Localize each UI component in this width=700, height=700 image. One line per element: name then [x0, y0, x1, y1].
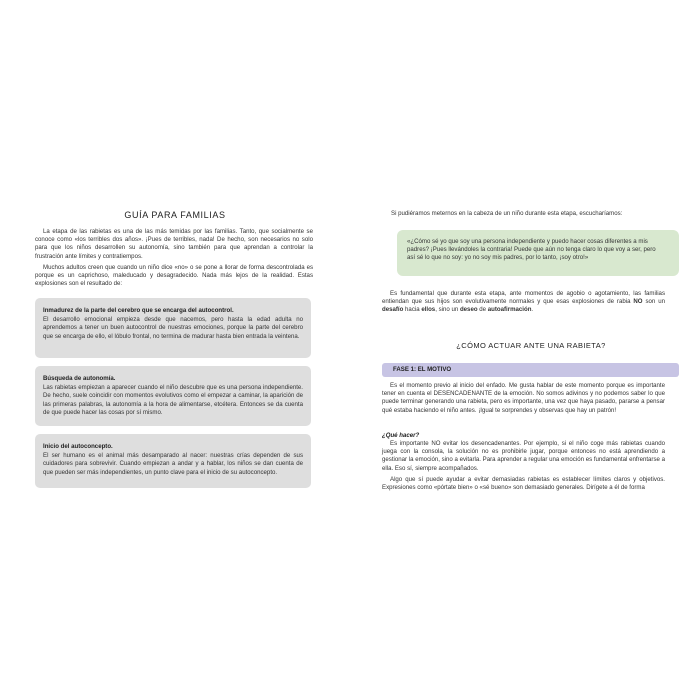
box-heading: Inmadurez de la parte del cerebro que se encarga del autocontrol.	[43, 307, 234, 314]
motivo-paragraph: Es el momento previo al inicio del enfado. Me gusta hablar de este momento porque es importante tener en cuenta el DESENCADENANTE de la emoción. No somos adivinos y no podemos saber lo que puede terminar generando una rabieta, pero es importante, una vez que haya pasado, pararse a pensar qué estaba haciendo el niño antes. ¡Igual te sorprendes y observas que hay un patrón!	[382, 382, 665, 414]
info-box-autoconcepto	[35, 434, 311, 488]
page-title: GUÍA PARA FAMILIAS	[124, 210, 226, 220]
lead-paragraph: Si pudiéramos meternos en la cabeza de un niño durante esta etapa, escucharíamos:	[391, 210, 623, 217]
right-page	[350, 0, 700, 700]
thought-quote-box: «¿Cómo sé yo que soy una persona independiente y puedo hacer cosas diferentes a mis padres? ¡Pues llevándoles la contraria! Puede que aún no tenga claro lo que voy a ser, pero así sé lo que no soy: yo no soy mis padres, por lo tanto, ¡soy otro!»	[397, 230, 679, 276]
que-hacer-heading: ¿Qué hacer?	[382, 432, 420, 439]
fundamental-paragraph: Es fundamental que durante esta etapa, ante momentos de agobio o agotamiento, las familias entiendan que sus hijos son evolutivamente normales y que esas explosiones de rabia NO son un desafío hacia ellos, sino un deseo de autoafirmación.	[382, 290, 665, 314]
box-text: El desarrollo emocional empieza desde que nacemos, pero hasta la edad adulta no aprendemos a tener un buen autocontrol de nuestras emociones, porque la parte del cerebro que se encarga de ello, el lóbulo frontal, no termina de madurar hasta bien entrada la veintena.	[43, 316, 303, 340]
info-box-autocontrol	[35, 298, 311, 358]
section-heading: ¿CÓMO ACTUAR ANTE UNA RABIETA?	[456, 341, 606, 350]
box-heading: Búsqueda de autonomía.	[43, 375, 116, 382]
limites-paragraph: Algo que sí puede ayudar a evitar demasiadas rabietas es establecer límites claros y objetivos. Expresiones como «pórtate bien» o «sé bueno» son demasiado generales. Dirígete a él de forma	[382, 476, 665, 492]
info-box-autonomia	[35, 366, 311, 426]
box-text: Las rabietas empiezan a aparecer cuando el niño descubre que es una persona independiente. De hecho, suele coincidir con momentos evolutivos como el empezar a caminar, la aparición de las primeras palabras, la autonomía a la hora de alimentarse, etcétera. Entonces se da cuenta de que puede hacer las cosas por sí mismo.	[43, 384, 303, 416]
box-heading: Inicio del autoconcepto.	[43, 443, 113, 450]
intro-paragraph-1: La etapa de las rabietas es una de las más temidas por las familias. Tanto, que socialmente se conoce como «los terribles dos años». ¡Pues de terribles, nada! De hecho, son necesarios no solo para que los niños desarrollen su autonomía, sino también para que aprendan a controlar la frustración ante límites y contratiempos.	[35, 228, 313, 260]
box-text: El ser humano es el animal más desamparado al nacer: nuestras crías dependen de sus cuidadores para sobrevivir. Cuando empiezan a andar y a hablar, los niños se dan cuenta de que pueden ser más independientes, un punto clave para el inicio de su autoconcepto.	[43, 452, 303, 476]
intro-paragraph-2: Muchos adultos creen que cuando un niño dice «no» o se pone a llorar de forma descontrolada es porque es un caprichoso, maleducado y desagradecido. Nada más lejos de la realidad. Estas explosiones son el resultado de:	[35, 264, 313, 288]
phase-label-bar: FASE 1: EL MOTIVO	[382, 363, 679, 377]
que-hacer-paragraph: Es importante NO evitar los desencadenantes. Por ejemplo, si el niño coge más rabietas cuando juega con la consola, la solución no es prohibirle jugar, porque entonces no está aprendiendo a gestionar la emoción, sino a evitarla. Para aprender a regular una emoción es fundamental enfrentarse a ella. Eso sí, siempre acompañados.	[382, 440, 665, 472]
